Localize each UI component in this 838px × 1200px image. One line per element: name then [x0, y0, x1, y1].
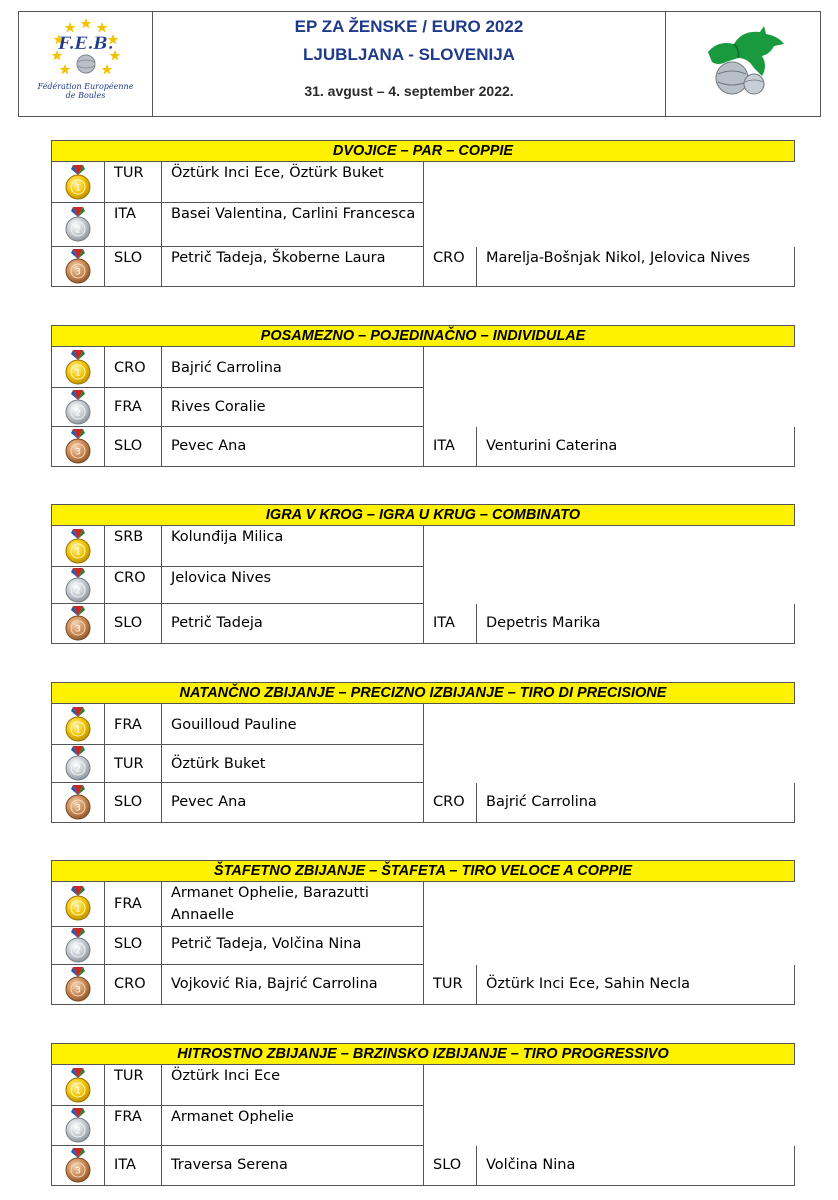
svg-text:1: 1	[75, 183, 81, 194]
svg-text:3: 3	[75, 985, 81, 996]
silver-medal-icon	[61, 390, 95, 426]
bronze-medal-icon	[61, 249, 95, 285]
player-names-second-bronze: Venturini Caterina	[486, 438, 618, 454]
country-code-second-bronze: SLO	[424, 1146, 477, 1185]
svg-text:1: 1	[75, 725, 81, 736]
section-title: DVOJICE – PAR – COPPIE	[51, 140, 795, 162]
silver-medal-icon	[61, 746, 95, 782]
svg-text:3: 3	[75, 624, 81, 635]
medal-cell	[52, 162, 105, 202]
medal-cell	[52, 427, 105, 466]
medal-cell	[52, 783, 105, 822]
gold-medal-icon	[61, 529, 95, 565]
silver-row	[51, 567, 424, 604]
document-header	[18, 11, 821, 117]
medal-cell	[52, 604, 105, 643]
player-names-second-bronze: Depetris Marika	[486, 615, 601, 631]
silver-row	[51, 927, 424, 965]
svg-text:3: 3	[75, 447, 81, 458]
section-relay-shooting	[51, 860, 795, 1005]
country-code: ITA	[105, 203, 162, 246]
medal-cell	[52, 388, 105, 426]
player-names-second-bronze: Bajrić Carrolina	[486, 794, 597, 810]
player-names: Öztürk Inci Ece, Öztürk Buket	[171, 165, 384, 181]
silver-medal-icon	[61, 568, 95, 604]
player-names: Pevec Ana	[162, 783, 424, 822]
gold-row	[51, 1065, 424, 1106]
country-code: SLO	[105, 783, 162, 822]
svg-text:2: 2	[75, 1126, 81, 1137]
section-doubles	[51, 140, 795, 287]
player-names: Basei Valentina, Carlini Francesca	[171, 206, 416, 222]
country-code: FRA	[105, 1106, 162, 1145]
feb-caption-line1: Fédération Européenne	[37, 82, 134, 91]
bronze-row	[51, 247, 795, 287]
country-code: TUR	[105, 1065, 162, 1105]
section-title: POSAMEZNO – POJEDINAČNO – INDIVIDULAE	[51, 325, 795, 347]
player-names: Petrič Tadeja	[162, 604, 424, 643]
section-title: HITROSTNO ZBIJANJE – BRZINSKO IZBIJANJE – TIRO PROGRESSIVO	[51, 1043, 795, 1065]
player-names: Petrič Tadeja, Volčina Nina	[171, 936, 362, 952]
medal-cell	[52, 745, 105, 782]
gold-medal-icon	[61, 350, 95, 386]
country-code: SLO	[105, 604, 162, 643]
gold-row	[51, 704, 424, 745]
gold-row	[51, 162, 424, 203]
svg-text:2: 2	[75, 764, 81, 775]
country-code: TUR	[105, 745, 162, 782]
bronze-medal-icon	[61, 429, 95, 465]
section-title: ŠTAFETNO ZBIJANJE – ŠTAFETA – TIRO VELOCE A COPPIE	[51, 860, 795, 882]
player-names-second-bronze: Marelja-Bošnjak Nikol, Jelovica Nives	[486, 250, 751, 266]
player-names: Vojković Ria, Bajrić Carrolina	[162, 965, 424, 1004]
gold-row	[51, 347, 424, 388]
feb-caption-line2: de Boules	[65, 91, 106, 100]
gold-row	[51, 882, 424, 927]
svg-text:3: 3	[75, 267, 81, 278]
silver-medal-icon	[61, 1108, 95, 1144]
country-code: SLO	[105, 427, 162, 466]
header-title-cell	[153, 12, 666, 116]
svg-text:2: 2	[75, 408, 81, 419]
player-names: Pevec Ana	[162, 427, 424, 466]
svg-text:F.E.B.: F.E.B.	[58, 34, 114, 54]
country-code: ITA	[105, 1146, 162, 1185]
player-names: Öztürk Inci Ece	[171, 1068, 280, 1084]
player-names-second-bronze: Öztürk Inci Ece, Sahin Necla	[486, 976, 690, 992]
silver-row	[51, 203, 424, 247]
gold-medal-icon	[61, 1068, 95, 1104]
svg-text:1: 1	[75, 904, 81, 915]
silver-row	[51, 1106, 424, 1146]
svg-text:3: 3	[75, 803, 81, 814]
medal-cell	[52, 927, 105, 964]
bronze-row	[51, 965, 795, 1005]
svg-text:1: 1	[75, 368, 81, 379]
medal-cell	[52, 704, 105, 744]
svg-text:2: 2	[75, 225, 81, 236]
silver-medal-icon	[61, 928, 95, 964]
player-names: Armanet Ophelie, Barazutti Annaelle	[171, 885, 369, 923]
country-code: CRO	[105, 567, 162, 603]
event-title: EP ZA ŽENSKE / EURO 2022	[294, 17, 524, 36]
country-code: SRB	[105, 526, 162, 566]
country-code: FRA	[105, 882, 162, 926]
country-code: CRO	[105, 965, 162, 1004]
medal-cell	[52, 1106, 105, 1145]
svg-text:1: 1	[75, 547, 81, 558]
gold-row	[51, 526, 424, 567]
medal-cell	[52, 247, 105, 286]
event-location: LJUBLJANA - SLOVENIJA	[303, 45, 515, 64]
silver-row	[51, 388, 424, 427]
silver-row	[51, 745, 424, 783]
bronze-row	[51, 427, 795, 467]
feb-logo-cell	[19, 12, 153, 116]
gold-medal-icon	[61, 886, 95, 922]
player-names: Bajrić Carrolina	[171, 360, 282, 376]
medal-cell	[52, 965, 105, 1004]
dragon-logo-cell	[666, 12, 820, 116]
svg-text:2: 2	[75, 586, 81, 597]
medal-cell	[52, 1065, 105, 1105]
section-singles	[51, 325, 795, 467]
medal-cell	[52, 882, 105, 926]
country-code-second-bronze: ITA	[424, 427, 477, 466]
country-code: CRO	[105, 347, 162, 387]
player-names: Armanet Ophelie	[171, 1109, 294, 1125]
country-code: TUR	[105, 162, 162, 202]
silver-medal-icon	[61, 207, 95, 243]
section-precision-shooting	[51, 682, 795, 823]
svg-text:3: 3	[75, 1166, 81, 1177]
svg-text:1: 1	[75, 1086, 81, 1097]
player-names: Öztürk Buket	[171, 756, 266, 772]
country-code: FRA	[105, 388, 162, 426]
bronze-row	[51, 1146, 795, 1186]
country-code-second-bronze: CRO	[424, 783, 477, 822]
section-title: IGRA V KROG – IGRA U KRUG – COMBINATO	[51, 504, 795, 526]
country-code: SLO	[105, 247, 162, 286]
medal-cell	[52, 1146, 105, 1185]
section-progressive-shooting	[51, 1043, 795, 1186]
event-dates: 31. avgust – 4. september 2022.	[304, 83, 514, 99]
gold-medal-icon	[61, 707, 95, 743]
medal-cell	[52, 347, 105, 387]
bronze-row	[51, 783, 795, 823]
country-code: FRA	[105, 704, 162, 744]
player-names: Jelovica Nives	[171, 570, 272, 586]
country-code-second-bronze: TUR	[424, 965, 477, 1004]
country-code: SLO	[105, 927, 162, 964]
country-code-second-bronze: CRO	[424, 247, 477, 286]
section-combinato	[51, 504, 795, 644]
player-names: Gouilloud Pauline	[171, 717, 297, 733]
player-names: Petrič Tadeja, Škoberne Laura	[162, 247, 424, 286]
section-title: NATANČNO ZBIJANJE – PRECIZNO IZBIJANJE – TIRO DI PRECISIONE	[51, 682, 795, 704]
medal-cell	[52, 567, 105, 603]
player-names: Traversa Serena	[162, 1146, 424, 1185]
player-names: Rives Coralie	[171, 399, 266, 415]
bronze-medal-icon	[61, 967, 95, 1003]
bronze-medal-icon	[61, 1148, 95, 1184]
country-code-second-bronze: ITA	[424, 604, 477, 643]
bronze-row	[51, 604, 795, 644]
player-names-second-bronze: Volčina Nina	[486, 1157, 576, 1173]
medal-cell	[52, 203, 105, 246]
feb-logo-icon	[49, 16, 123, 82]
svg-text:2: 2	[75, 946, 81, 957]
medal-cell	[52, 526, 105, 566]
gold-medal-icon	[61, 165, 95, 201]
player-names: Kolunđija Milica	[171, 529, 284, 545]
bronze-medal-icon	[61, 606, 95, 642]
dragon-boule-logo-icon	[704, 22, 788, 102]
bronze-medal-icon	[61, 785, 95, 821]
